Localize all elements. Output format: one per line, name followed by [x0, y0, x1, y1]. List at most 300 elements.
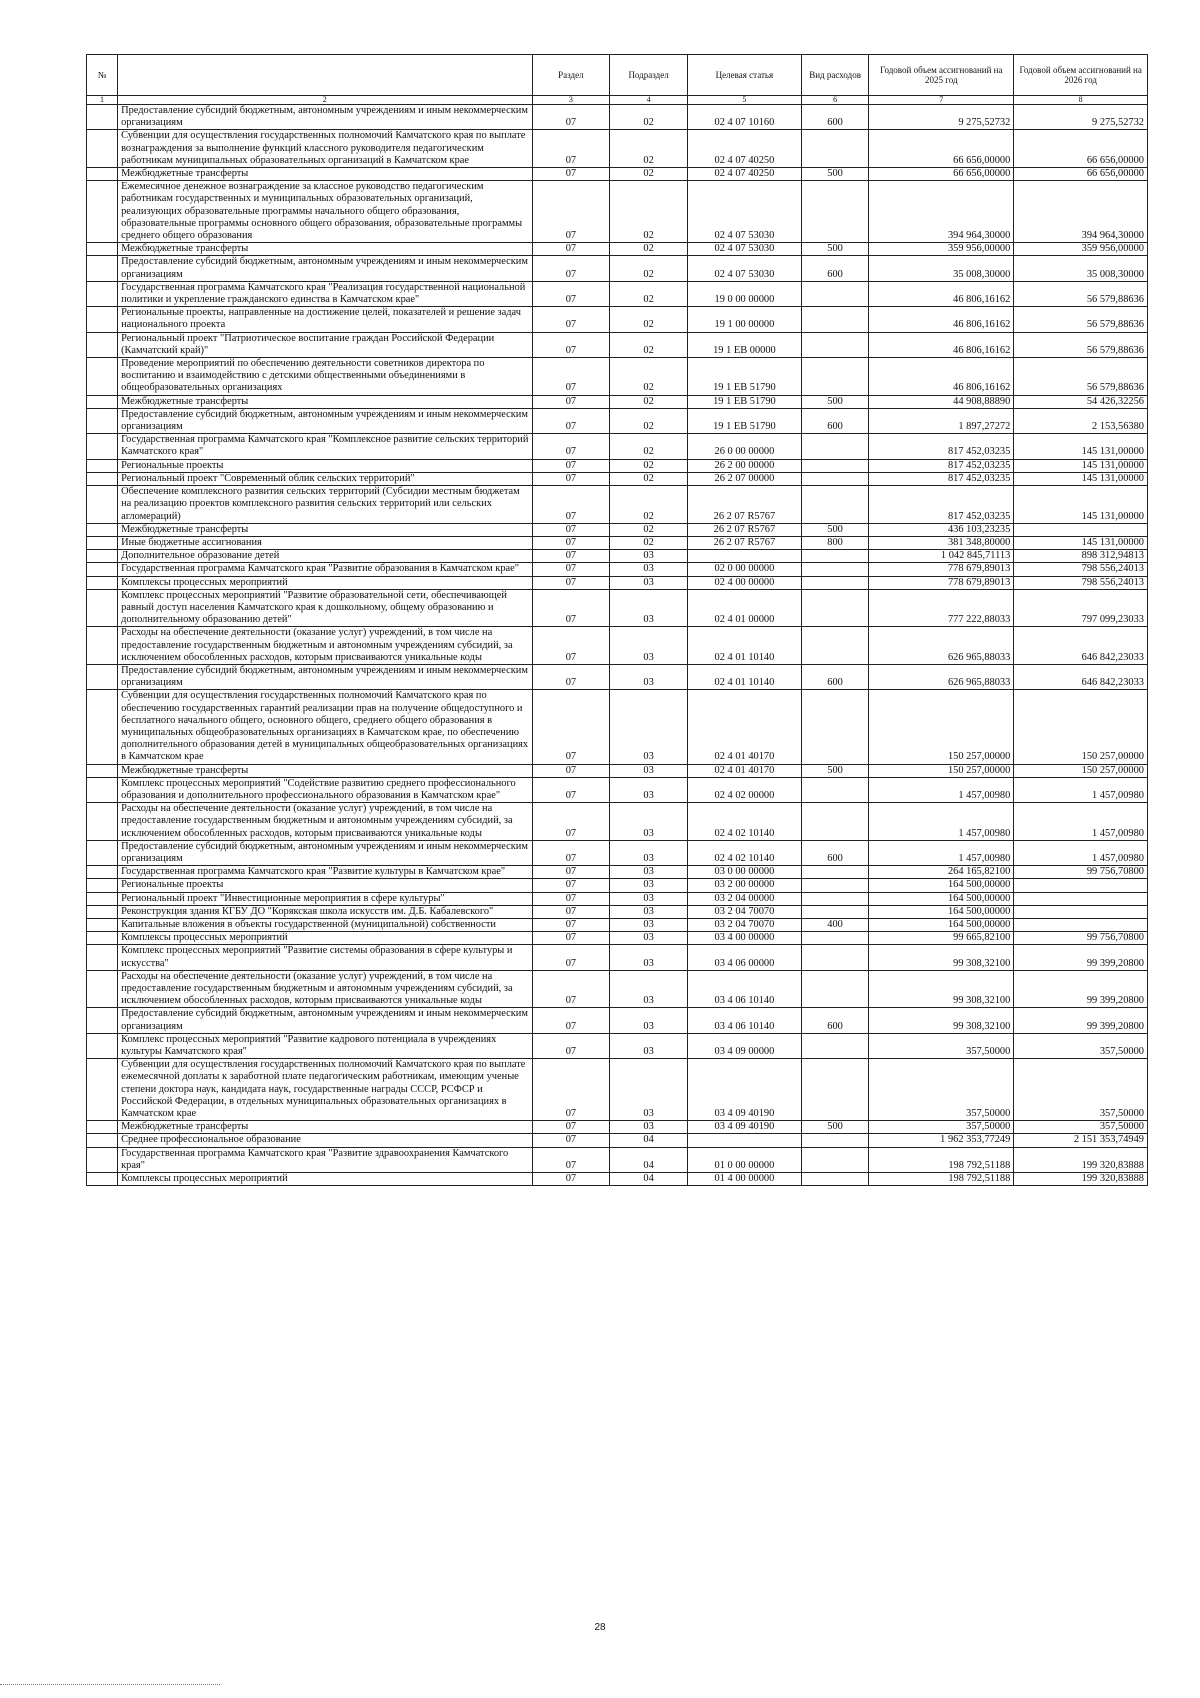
row-name: Региональные проекты: [118, 879, 532, 892]
row-number: [87, 243, 118, 256]
row-target-article: 03 4 09 00000: [687, 1033, 801, 1058]
table-row: [87, 945, 1148, 970]
row-number: [87, 563, 118, 576]
row-number: [87, 256, 118, 281]
row-expense-type: [801, 472, 868, 485]
row-razdel: 07: [532, 486, 610, 524]
table-row: [87, 281, 1148, 306]
table-row: [87, 395, 1148, 408]
row-razdel: 07: [532, 105, 610, 130]
row-volume-2026: 1 457,00980: [1014, 803, 1148, 841]
row-podrazdel: 03: [610, 932, 688, 945]
table-row: [87, 1147, 1148, 1172]
row-podrazdel: 03: [610, 803, 688, 841]
row-number: [87, 803, 118, 841]
table-row: [87, 1173, 1148, 1186]
row-expense-type: [801, 550, 868, 563]
row-volume-2026: 66 656,00000: [1014, 130, 1148, 168]
row-name: Дополнительное образование детей: [118, 550, 532, 563]
row-target-article: 26 2 07 R5767: [687, 536, 801, 549]
row-podrazdel: 02: [610, 181, 688, 243]
row-target-article: 19 1 00 00000: [687, 307, 801, 332]
budget-table: [86, 54, 1148, 1186]
row-volume-2025: 1 962 353,77249: [869, 1134, 1014, 1147]
row-target-article: 02 4 02 10140: [687, 803, 801, 841]
row-volume-2025: 46 806,16162: [869, 307, 1014, 332]
row-podrazdel: 03: [610, 1008, 688, 1033]
column-number-row: [87, 96, 1148, 105]
row-number: [87, 459, 118, 472]
row-razdel: 07: [532, 358, 610, 396]
table-header-row: [87, 55, 1148, 96]
row-target-article: 26 2 00 00000: [687, 459, 801, 472]
row-volume-2025: 626 965,88033: [869, 627, 1014, 665]
row-expense-type: [801, 332, 868, 357]
row-number: [87, 1134, 118, 1147]
row-razdel: 07: [532, 576, 610, 589]
row-number: [87, 764, 118, 777]
row-name: Комплексы процессных мероприятий: [118, 1173, 532, 1186]
row-name: Государственная программа Камчатского края "Комплексное развитие сельских территорий Камчатского края": [118, 434, 532, 459]
column-number: 1: [87, 96, 118, 105]
row-number: [87, 932, 118, 945]
row-volume-2025: 778 679,89013: [869, 576, 1014, 589]
row-podrazdel: 02: [610, 243, 688, 256]
row-number: [87, 358, 118, 396]
row-number: [87, 664, 118, 689]
row-name: Региональные проекты: [118, 459, 532, 472]
row-volume-2025: 1 457,00980: [869, 840, 1014, 865]
row-target-article: 02 4 00 00000: [687, 576, 801, 589]
row-name: Региональные проекты, направленные на достижение целей, показателей и решение задач национального проекта: [118, 307, 532, 332]
row-volume-2025: 99 308,32100: [869, 970, 1014, 1008]
row-volume-2026: 9 275,52732: [1014, 105, 1148, 130]
row-razdel: 07: [532, 1121, 610, 1134]
row-number: [87, 589, 118, 627]
row-name: Расходы на обеспечение деятельности (оказание услуг) учреждений, в том числе на предоставление государственным бюджетным и автономным учреждениям субсидий, за исключением обособленных расходов, которым присваиваются уникальные коды: [118, 627, 532, 665]
row-number: [87, 1008, 118, 1033]
row-volume-2026: 150 257,00000: [1014, 764, 1148, 777]
row-razdel: 07: [532, 905, 610, 918]
row-volume-2026: 35 008,30000: [1014, 256, 1148, 281]
row-volume-2026: 56 579,88636: [1014, 358, 1148, 396]
row-volume-2025: 359 956,00000: [869, 243, 1014, 256]
row-name: Комплекс процессных мероприятий "Содействие развитию среднего профессионального образования и дополнительного профессионального образования в Камчатском крае": [118, 777, 532, 802]
table-row: [87, 243, 1148, 256]
table-row: [87, 1008, 1148, 1033]
row-target-article: 26 2 07 R5767: [687, 523, 801, 536]
row-name: Комплексы процессных мероприятий: [118, 576, 532, 589]
row-expense-type: [801, 1059, 868, 1121]
table-row: [87, 256, 1148, 281]
table-row: [87, 130, 1148, 168]
row-volume-2025: 1 042 845,71113: [869, 550, 1014, 563]
row-razdel: 07: [532, 332, 610, 357]
row-expense-type: [801, 576, 868, 589]
row-number: [87, 1147, 118, 1172]
row-name: Предоставление субсидий бюджетным, автономным учреждениям и иным некоммерческим организациям: [118, 664, 532, 689]
table-row: [87, 905, 1148, 918]
row-volume-2026: 646 842,23033: [1014, 627, 1148, 665]
row-number: [87, 576, 118, 589]
row-podrazdel: 02: [610, 332, 688, 357]
row-volume-2025: 150 257,00000: [869, 764, 1014, 777]
row-number: [87, 905, 118, 918]
header-podrazdel: Подраздел: [610, 55, 688, 96]
column-number: 4: [610, 96, 688, 105]
row-expense-type: [801, 879, 868, 892]
row-razdel: 07: [532, 664, 610, 689]
row-volume-2026: 99 756,70800: [1014, 932, 1148, 945]
table-row: [87, 472, 1148, 485]
row-target-article: 03 4 06 10140: [687, 1008, 801, 1033]
row-name: Комплекс процессных мероприятий "Развитие системы образования в сфере культуры и искусства": [118, 945, 532, 970]
row-volume-2026: 99 399,20800: [1014, 945, 1148, 970]
row-volume-2025: 198 792,51188: [869, 1147, 1014, 1172]
table-row: [87, 627, 1148, 665]
row-number: [87, 168, 118, 181]
row-name: Реконструкция здания КГБУ ДО "Корякская школа искусств им. Д.Б. Кабалевского": [118, 905, 532, 918]
row-expense-type: [801, 181, 868, 243]
column-number: 3: [532, 96, 610, 105]
row-expense-type: [801, 563, 868, 576]
row-volume-2026: 357,50000: [1014, 1033, 1148, 1058]
row-target-article: 19 1 ЕВ 51790: [687, 408, 801, 433]
row-name: Предоставление субсидий бюджетным, автономным учреждениям и иным некоммерческим организациям: [118, 840, 532, 865]
row-volume-2026: 99 756,70800: [1014, 866, 1148, 879]
column-number: 6: [801, 96, 868, 105]
row-volume-2026: 798 556,24013: [1014, 563, 1148, 576]
row-target-article: 02 4 07 53030: [687, 243, 801, 256]
document-page: [86, 54, 1148, 1186]
table-row: [87, 307, 1148, 332]
row-razdel: 07: [532, 434, 610, 459]
row-volume-2025: 381 348,80000: [869, 536, 1014, 549]
row-expense-type: [801, 932, 868, 945]
row-number: [87, 919, 118, 932]
row-number: [87, 307, 118, 332]
row-podrazdel: 03: [610, 1059, 688, 1121]
row-name: Государственная программа Камчатского края "Развитие культуры в Камчатском крае": [118, 866, 532, 879]
row-razdel: 07: [532, 892, 610, 905]
row-volume-2025: 357,50000: [869, 1121, 1014, 1134]
row-volume-2026: [1014, 523, 1148, 536]
row-name: Капитальные вложения в объекты государственной (муниципальной) собственности: [118, 919, 532, 932]
row-number: [87, 105, 118, 130]
row-name: Межбюджетные трансферты: [118, 395, 532, 408]
row-target-article: 02 4 01 00000: [687, 589, 801, 627]
row-volume-2026: [1014, 919, 1148, 932]
row-volume-2025: 1 457,00980: [869, 803, 1014, 841]
row-podrazdel: 03: [610, 1121, 688, 1134]
row-podrazdel: 03: [610, 550, 688, 563]
row-name: Субвенции для осуществления государственных полномочий Камчатского края по выплате ежемесячной доплаты к заработной плате педагогическим работникам, имеющим ученые степени доктора наук, кандидата наук, государственные награды СССР, РСФСР и Российской Федерации, в отдельных муниципальных образовательных организациях в Камчатском крае: [118, 1059, 532, 1121]
row-target-article: 01 4 00 00000: [687, 1173, 801, 1186]
row-podrazdel: 02: [610, 256, 688, 281]
row-target-article: [687, 1134, 801, 1147]
row-volume-2026: 145 131,00000: [1014, 434, 1148, 459]
row-target-article: [687, 550, 801, 563]
row-volume-2025: 164 500,00000: [869, 879, 1014, 892]
row-volume-2025: 1 897,27272: [869, 408, 1014, 433]
row-volume-2025: 777 222,88033: [869, 589, 1014, 627]
row-volume-2025: 164 500,00000: [869, 919, 1014, 932]
row-expense-type: [801, 1033, 868, 1058]
row-razdel: 07: [532, 777, 610, 802]
row-target-article: 01 0 00 00000: [687, 1147, 801, 1172]
row-volume-2025: 1 457,00980: [869, 777, 1014, 802]
row-podrazdel: 03: [610, 690, 688, 764]
row-volume-2025: 357,50000: [869, 1059, 1014, 1121]
row-podrazdel: 02: [610, 523, 688, 536]
row-number: [87, 866, 118, 879]
row-volume-2026: [1014, 905, 1148, 918]
row-podrazdel: 03: [610, 627, 688, 665]
row-razdel: 07: [532, 472, 610, 485]
row-target-article: 02 4 07 53030: [687, 181, 801, 243]
table-row: [87, 536, 1148, 549]
table-row: [87, 332, 1148, 357]
row-number: [87, 892, 118, 905]
row-expense-type: 600: [801, 256, 868, 281]
row-volume-2025: 46 806,16162: [869, 358, 1014, 396]
row-target-article: 26 0 00 00000: [687, 434, 801, 459]
row-podrazdel: 02: [610, 281, 688, 306]
row-podrazdel: 03: [610, 563, 688, 576]
row-volume-2025: 35 008,30000: [869, 256, 1014, 281]
table-row: [87, 1059, 1148, 1121]
row-podrazdel: 03: [610, 879, 688, 892]
row-expense-type: [801, 307, 868, 332]
row-volume-2026: 357,50000: [1014, 1121, 1148, 1134]
row-target-article: 19 0 00 00000: [687, 281, 801, 306]
row-name: Расходы на обеспечение деятельности (оказание услуг) учреждений, в том числе на предоставление государственным бюджетным и автономным учреждениям субсидий, за исключением обособленных расходов, которым присваиваются уникальные коды: [118, 970, 532, 1008]
row-volume-2025: 66 656,00000: [869, 130, 1014, 168]
header-number: №: [87, 55, 118, 96]
row-volume-2025: 436 103,23235: [869, 523, 1014, 536]
row-podrazdel: 03: [610, 970, 688, 1008]
header-target-article: Целевая статья: [687, 55, 801, 96]
row-target-article: 19 1 ЕВ 51790: [687, 358, 801, 396]
row-target-article: 03 2 04 00000: [687, 892, 801, 905]
row-razdel: 07: [532, 243, 610, 256]
row-expense-type: [801, 803, 868, 841]
row-volume-2025: 357,50000: [869, 1033, 1014, 1058]
row-number: [87, 1173, 118, 1186]
row-name: Региональный проект "Современный облик сельских территорий": [118, 472, 532, 485]
row-razdel: 07: [532, 181, 610, 243]
row-podrazdel: 03: [610, 777, 688, 802]
row-name: Комплекс процессных мероприятий "Развитие кадрового потенциала в учреждениях культуры Камчатского края": [118, 1033, 532, 1058]
row-expense-type: [801, 281, 868, 306]
row-podrazdel: 02: [610, 130, 688, 168]
row-target-article: 19 1 ЕВ 51790: [687, 395, 801, 408]
row-number: [87, 627, 118, 665]
table-row: [87, 434, 1148, 459]
row-razdel: 07: [532, 932, 610, 945]
row-target-article: 02 4 02 00000: [687, 777, 801, 802]
header-volume-2026: Годовой объем ассигнований на 2026 год: [1014, 55, 1148, 96]
table-row: [87, 690, 1148, 764]
row-name: Предоставление субсидий бюджетным, автономным учреждениям и иным некоммерческим организациям: [118, 256, 532, 281]
row-podrazdel: 02: [610, 395, 688, 408]
header-name: [118, 55, 532, 96]
row-name: Предоставление субсидий бюджетным, автономным учреждениям и иным некоммерческим организациям: [118, 1008, 532, 1033]
header-volume-2025: Годовой объем ассигнований на 2025 год: [869, 55, 1014, 96]
row-volume-2025: 394 964,30000: [869, 181, 1014, 243]
row-volume-2026: 145 131,00000: [1014, 459, 1148, 472]
row-razdel: 07: [532, 1173, 610, 1186]
row-podrazdel: 03: [610, 905, 688, 918]
table-row: [87, 879, 1148, 892]
row-number: [87, 777, 118, 802]
row-podrazdel: 04: [610, 1134, 688, 1147]
row-volume-2026: 646 842,23033: [1014, 664, 1148, 689]
table-row: [87, 486, 1148, 524]
row-razdel: 07: [532, 803, 610, 841]
row-expense-type: [801, 945, 868, 970]
table-row: [87, 1121, 1148, 1134]
row-expense-type: 600: [801, 840, 868, 865]
row-name: Предоставление субсидий бюджетным, автономным учреждениям и иным некоммерческим организациям: [118, 105, 532, 130]
row-podrazdel: 03: [610, 664, 688, 689]
row-target-article: 02 4 01 40170: [687, 764, 801, 777]
row-expense-type: [801, 970, 868, 1008]
row-expense-type: 500: [801, 168, 868, 181]
row-expense-type: [801, 892, 868, 905]
row-target-article: 19 1 ЕВ 00000: [687, 332, 801, 357]
row-volume-2026: 199 320,83888: [1014, 1147, 1148, 1172]
row-podrazdel: 03: [610, 919, 688, 932]
row-name: Субвенции для осуществления государственных полномочий Камчатского края по обеспечению государственных гарантий реализации прав на получение общедоступного и бесплатного начального общего, основного общего, среднего общего образования в муниципальных общеобразовательных организациях в Камчатском крае, по обеспечению дополнительного образования детей в муниципальных общеобразовательных организациях в Камчатском крае: [118, 690, 532, 764]
row-volume-2025: 46 806,16162: [869, 332, 1014, 357]
row-razdel: 07: [532, 550, 610, 563]
row-expense-type: [801, 777, 868, 802]
row-razdel: 07: [532, 1059, 610, 1121]
row-volume-2026: 56 579,88636: [1014, 307, 1148, 332]
table-row: [87, 523, 1148, 536]
row-expense-type: [801, 866, 868, 879]
row-volume-2026: 56 579,88636: [1014, 332, 1148, 357]
row-number: [87, 395, 118, 408]
row-razdel: 07: [532, 130, 610, 168]
row-target-article: 26 2 07 R5767: [687, 486, 801, 524]
row-target-article: 02 4 07 40250: [687, 168, 801, 181]
row-number: [87, 408, 118, 433]
row-volume-2025: 99 308,32100: [869, 1008, 1014, 1033]
row-expense-type: 600: [801, 408, 868, 433]
row-number: [87, 332, 118, 357]
row-volume-2026: 145 131,00000: [1014, 486, 1148, 524]
row-number: [87, 281, 118, 306]
row-expense-type: 500: [801, 243, 868, 256]
row-name: Расходы на обеспечение деятельности (оказание услуг) учреждений, в том числе на предоставление государственным бюджетным и автономным учреждениям субсидий, за исключением обособленных расходов, которым присваиваются уникальные коды: [118, 803, 532, 841]
row-volume-2026: 145 131,00000: [1014, 472, 1148, 485]
row-volume-2026: 150 257,00000: [1014, 690, 1148, 764]
row-podrazdel: 03: [610, 589, 688, 627]
row-volume-2025: 198 792,51188: [869, 1173, 1014, 1186]
row-number: [87, 840, 118, 865]
table-row: [87, 550, 1148, 563]
row-expense-type: [801, 358, 868, 396]
row-number: [87, 472, 118, 485]
row-volume-2026: 99 399,20800: [1014, 1008, 1148, 1033]
row-razdel: 07: [532, 1134, 610, 1147]
row-volume-2026: [1014, 879, 1148, 892]
column-number: 5: [687, 96, 801, 105]
table-row: [87, 589, 1148, 627]
row-podrazdel: 02: [610, 472, 688, 485]
row-razdel: 07: [532, 970, 610, 1008]
row-volume-2025: 817 452,03235: [869, 434, 1014, 459]
row-name: Комплекс процессных мероприятий "Развитие образовательной сети, обеспечивающей равный доступ населения Камчатского края к дошкольному, общему образованию и дополнительному образованию детей": [118, 589, 532, 627]
row-target-article: 03 4 06 00000: [687, 945, 801, 970]
row-volume-2025: 817 452,03235: [869, 459, 1014, 472]
row-number: [87, 536, 118, 549]
row-razdel: 07: [532, 690, 610, 764]
row-podrazdel: 03: [610, 892, 688, 905]
table-row: [87, 840, 1148, 865]
row-name: Комплексы процессных мероприятий: [118, 932, 532, 945]
row-podrazdel: 03: [610, 764, 688, 777]
row-number: [87, 130, 118, 168]
row-volume-2026: 145 131,00000: [1014, 536, 1148, 549]
column-number: 7: [869, 96, 1014, 105]
row-podrazdel: 04: [610, 1147, 688, 1172]
row-expense-type: 500: [801, 1121, 868, 1134]
table-row: [87, 777, 1148, 802]
row-podrazdel: 04: [610, 1173, 688, 1186]
row-volume-2026: 2 153,56380: [1014, 408, 1148, 433]
table-row: [87, 803, 1148, 841]
row-target-article: 02 4 02 10140: [687, 840, 801, 865]
row-number: [87, 523, 118, 536]
row-podrazdel: 03: [610, 866, 688, 879]
row-podrazdel: 02: [610, 434, 688, 459]
row-expense-type: [801, 1134, 868, 1147]
row-volume-2025: 66 656,00000: [869, 168, 1014, 181]
row-razdel: 07: [532, 840, 610, 865]
row-volume-2025: 626 965,88033: [869, 664, 1014, 689]
row-podrazdel: 02: [610, 307, 688, 332]
row-podrazdel: 02: [610, 408, 688, 433]
row-razdel: 07: [532, 764, 610, 777]
row-razdel: 07: [532, 256, 610, 281]
row-razdel: 07: [532, 536, 610, 549]
row-target-article: 02 4 01 10140: [687, 627, 801, 665]
row-name: Межбюджетные трансферты: [118, 1121, 532, 1134]
row-volume-2026: 1 457,00980: [1014, 777, 1148, 802]
table-row: [87, 459, 1148, 472]
row-expense-type: [801, 589, 868, 627]
row-razdel: 07: [532, 281, 610, 306]
table-row: [87, 892, 1148, 905]
row-name: Региональный проект "Инвестиционные мероприятия в сфере культуры": [118, 892, 532, 905]
row-expense-type: [801, 130, 868, 168]
row-razdel: 07: [532, 307, 610, 332]
row-target-article: 03 2 04 70070: [687, 919, 801, 932]
column-number: 8: [1014, 96, 1148, 105]
row-podrazdel: 02: [610, 459, 688, 472]
table-row: [87, 1033, 1148, 1058]
row-volume-2026: 1 457,00980: [1014, 840, 1148, 865]
row-name: Государственная программа Камчатского края "Развитие образования в Камчатском крае": [118, 563, 532, 576]
row-expense-type: [801, 1147, 868, 1172]
row-name: Иные бюджетные ассигнования: [118, 536, 532, 549]
row-name: Среднее профессиональное образование: [118, 1134, 532, 1147]
row-name: Субвенции для осуществления государственных полномочий Камчатского края по выплате вознаграждения за выполнение функций классного руководителя педагогическим работникам муниципальных образовательных организаций в Камчатском крае: [118, 130, 532, 168]
row-razdel: 07: [532, 459, 610, 472]
